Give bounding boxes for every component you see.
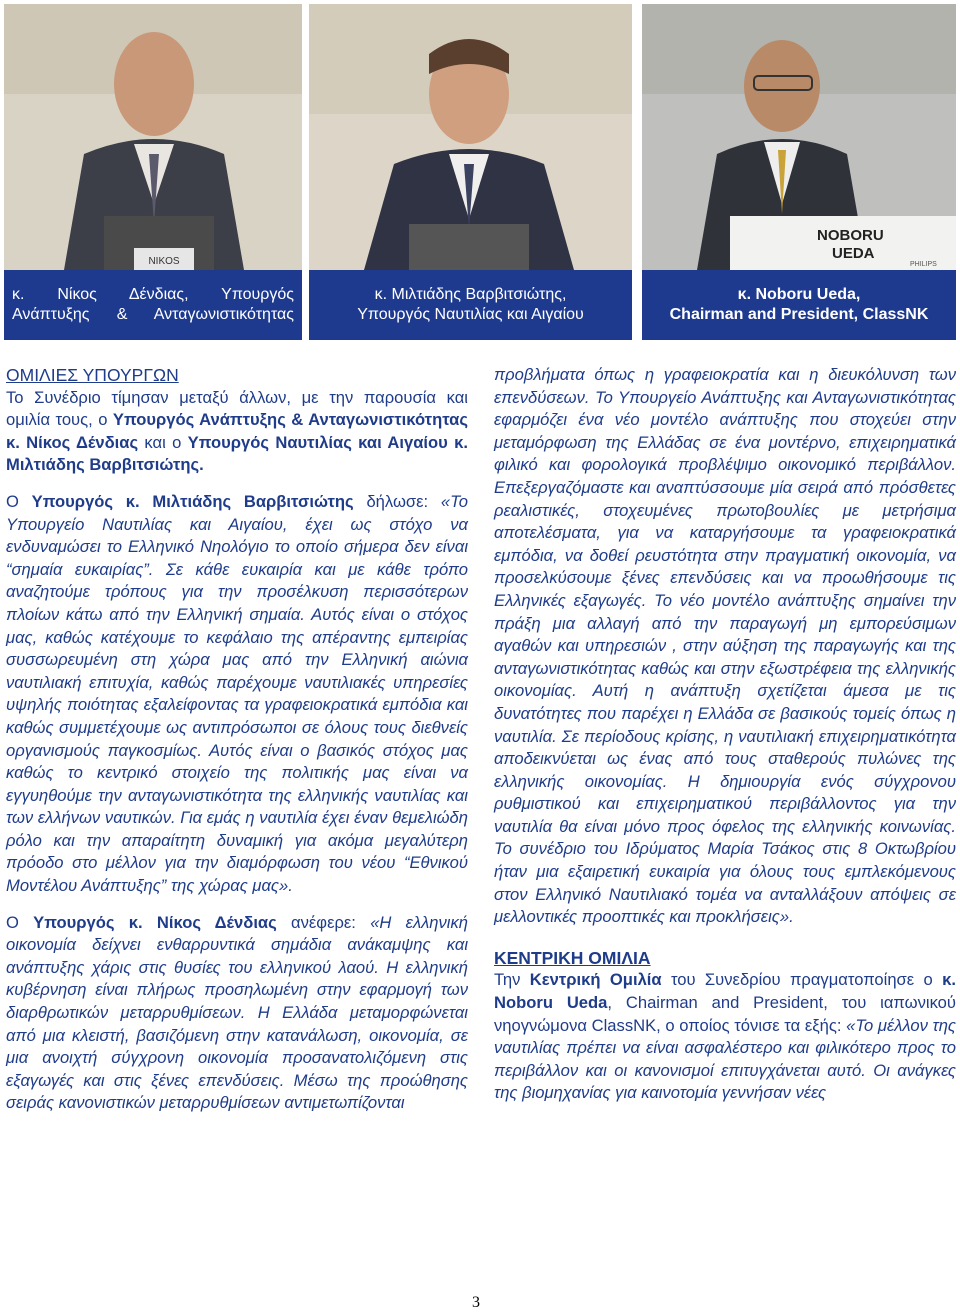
page-number: 3	[472, 1294, 480, 1311]
text-run-bold: Κεντρική Ομιλία	[529, 970, 662, 990]
photo-caption-2	[309, 270, 632, 340]
text-run: και ο	[138, 432, 188, 452]
text-run: ανέφερε:	[276, 912, 371, 932]
right-paragraph-2	[494, 969, 956, 1105]
section-heading-keynote: ΚΕΝΤΡΙΚΗ ΟΜΙΛΙΑ	[494, 947, 651, 968]
caption-1-line-1: κ. Νίκος Δένδιας, Υπουργός	[12, 286, 294, 303]
text-run: Το Συνέδριο τίμησαν μεταξύ άλλων, με την παρουσία και ομιλία τους, ο	[6, 387, 468, 430]
text-run-bold: Υπουργός κ. Μιλτιάδης Βαρβιτσιώτης	[31, 491, 354, 511]
text-run: Ο	[6, 912, 34, 932]
photo-caption-1	[4, 270, 302, 340]
photo-noboru-ueda	[642, 4, 956, 340]
caption-1-line-2: Ανάπτυξης & Ανταγωνιστικότητας	[12, 306, 294, 323]
nameplate-text-3a: NOBORU	[817, 227, 884, 244]
text-run-bold: Υπουργός Ναυτιλίας και Αιγαίου κ. Μιλτιάδης Βαρβιτσιώτης.	[6, 432, 468, 475]
left-column	[6, 364, 468, 1115]
text-run-bold: κ. Noboru Ueda	[494, 970, 956, 1013]
nameplate-text-1: NIKOS	[148, 256, 180, 267]
nameplate-text-3b: UEDA	[832, 245, 875, 262]
speaker-photo-2	[309, 4, 632, 270]
left-paragraph-1	[6, 387, 468, 477]
caption-3-line-1: κ. Noboru Ueda,	[737, 286, 861, 303]
text-run-bold: Υπουργός κ. Νίκος Δένδιας	[33, 912, 277, 932]
text-run: , Chairman and President, του ιαπωνικού νηογνώμονα ClassNK, ο οποίος τόνισε τα εξής:	[494, 993, 956, 1035]
left-paragraph-2	[6, 491, 468, 898]
caption-3-line-2: Chairman and President, ClassNK	[669, 306, 929, 323]
text-run-bold: Υπουργός Ανάπτυξης & Ανταγωνιστικότητας κ. Νίκος Δένδιας	[6, 410, 468, 452]
caption-2-line-2: Υπουργός Ναυτιλίας και Αιγαίου	[357, 306, 584, 323]
photo-row	[0, 0, 960, 340]
photo-caption-3	[642, 270, 956, 340]
text-run: δήλωσε:	[353, 491, 441, 511]
text-run: Την	[494, 970, 530, 990]
caption-2-line-1: κ. Μιλτιάδης Βαρβιτσιώτης,	[374, 286, 567, 303]
photo-miltiadis-varvitsiotis	[309, 4, 632, 340]
text-run: Ο	[6, 491, 32, 511]
quote-ueda: «Το μέλλον της ναυτιλίας πρέπει να είναι ασφαλέστερο και φιλικότερο προς το περιβάλλον και οι κανονισμοί επιτυγχάνεται αυτό. Οι ανάγκες της βιομηχανίας για καινοτομία γεννήσαν νέες	[494, 1015, 956, 1103]
quote-varvitsiotis: «Το Υπουργείο Ναυτιλίας και Αιγαίου, έχει ως στόχο να ενδυναμώσει το Ελληνικό Νηολόγιο το οποίο σήμερα δεν είναι “σημαία ευκαιρίας”. Σε κάθε ευκαιρία και με κάθε τρόπο αναζητούμε τρόπους για την προσέλκυση περισσότερων πλοίων κάτω από την Ελληνική σημαία. Αυτός είναι ο στόχος μας, καθώς κατέχουμε το κεφάλαιο της απέραντης εμπειρίας συσσωρευμένη στη χώρα μας από την Ελληνική αιώνια ναυτιλιακή επιτυχία, καθώς παρέχουμε ναυτιλιακές υπηρεσίες υψηλής ποιότητας εξαλείφοντας τα γραφειοκρατικά εμπόδια και καθώς συμμετέχουμε ως αντιπρόσωποι σε όλους τους διεθνείς οργανισμούς παγκοσμίως. Αυτός είναι ο βασικός στόχος μας καθώς το κεντρικό στοιχείο της πολιτικής μας είναι να εγγυηθούμε την ανταγωνιστικότητα της ελληνικής ναυτιλίας και των ελλήνων ναυτικών. Για εμάς η ναυτιλία έχει έναν θεμελιώδη ρόλο και την απαραίτητη δυναμική για ακόμα μεγαλύτερη πρόοδο στο μέλλον για την διαμόρφωση του νέου “Εθνικού Μοντέλου Ανάπτυξης” της χώρας μας».	[6, 491, 468, 896]
quote-dendias: «Η ελληνική οικονομία δείχνει ενθαρρυντικά σημάδια ανάκαμψης και ανάπτυξης χάρις στις θυσίες του ελληνικού λαού. Η ελληνική κυβέρνηση είναι πλήρως προσηλωμένη στην εφαρμογή των διαρθρωτικών μεταρρυθμίσεων. Η Ελλάδα μεταμορφώνεται από μια κλειστή, βασιζόμενη στην κατανάλωση, οικονομία, σε μια ανοιχτή σύγχρονη οικονομία προσανατολιζόμενη στις εξαγωγές και στις ξένες επενδύσεις. Μέσω της προώθησης σειράς κανονιστικών μεταρρυθμίσεων αντιμετωπίζονται	[6, 912, 468, 1113]
speaker-photo-3	[642, 4, 956, 270]
photo-nikos-dendias	[4, 4, 302, 340]
right-column	[494, 364, 956, 1105]
speaker-photo-1	[4, 4, 302, 270]
nameplate-brand: PHILIPS	[910, 261, 937, 268]
text-run: του Συνεδρίου πραγματοποίησε ο	[661, 970, 943, 990]
left-paragraph-3	[6, 912, 468, 1115]
right-paragraph-1: προβλήματα όπως η γραφειοκρατία και η διευκόλυνση των επενδύσεων. Το Υπουργείο Ανάπτυξης και Ανταγωνιστικότητας εφαρμόζει ένα νέο μοντέλο ανάπτυξης που στοχεύει στην μεταμόρφωση της Ελλάδας σε ένα μοντέρνο, επιχειρηματικά φιλικό και φορολογικά προβλέψιμο οικονομικό περιβάλλον. Επεξεργαζόμαστε και αναπτύσσουμε μία σειρά από πρόσθετες ρεαλιστικές, στοχευμένες πρωτοβουλίες με μετρήσιμα αποτελέσματα, για να καταργήσουμε τα γραφειοκρατικά εμπόδια, να δοθεί ρευστότητα στην πραγματική οικονομία, να προσελκύσουμε ξένες επενδύσεις και να προωθήσουμε τις Ελληνικές εξαγωγές. Το νέο μοντέλο ανάπτυξης σημαίνει την πράξη μια αλλαγή από την παραγωγή μη εμπορεύσιμων αγαθών και υπηρεσιών , στην αύξηση της παραγωγής και της ανταγωνιστικότητας καθώς και στην εξωστρέφεια της ελληνικής οικονομίας. Αυτή η ανάπτυξη σχετίζεται άμεσα με τις δυνατότητες που παρέχει η Ελλάδα σε βασικούς τομείς όπως η ναυτιλία. Σε περίοδους κρίσης, η ναυτιλιακή επιχειρηματικότητα αποδεικνύεται ως ένας από τους σταθερούς πυλώνες της ελληνικής οικονομίας. Η δημιουργία ενός σύγχρονου ρυθμιστικού και επιχειρηματικού περιβάλλοντος για την ναυτιλία θα είναι μόνο προς όφελος της ελληνικής κοινωνίας. Το συνέδριο του Ιδρύματος Μαρία Τσάκος στις 8 Οκτωβρίου ήταν μια εξαιρετική ευκαιρία για όλους τους εμπλεκόμενους στον Ελληνικό Ναυτιλιακό τομέα να ανταλλάξουν απόψεις σε μελλοντικές προοπτικές και προκλήσεις».	[494, 365, 956, 927]
section-heading-ministers: ΟΜΙΛΙΕΣ ΥΠΟΥΡΓΩΝ	[6, 365, 179, 385]
